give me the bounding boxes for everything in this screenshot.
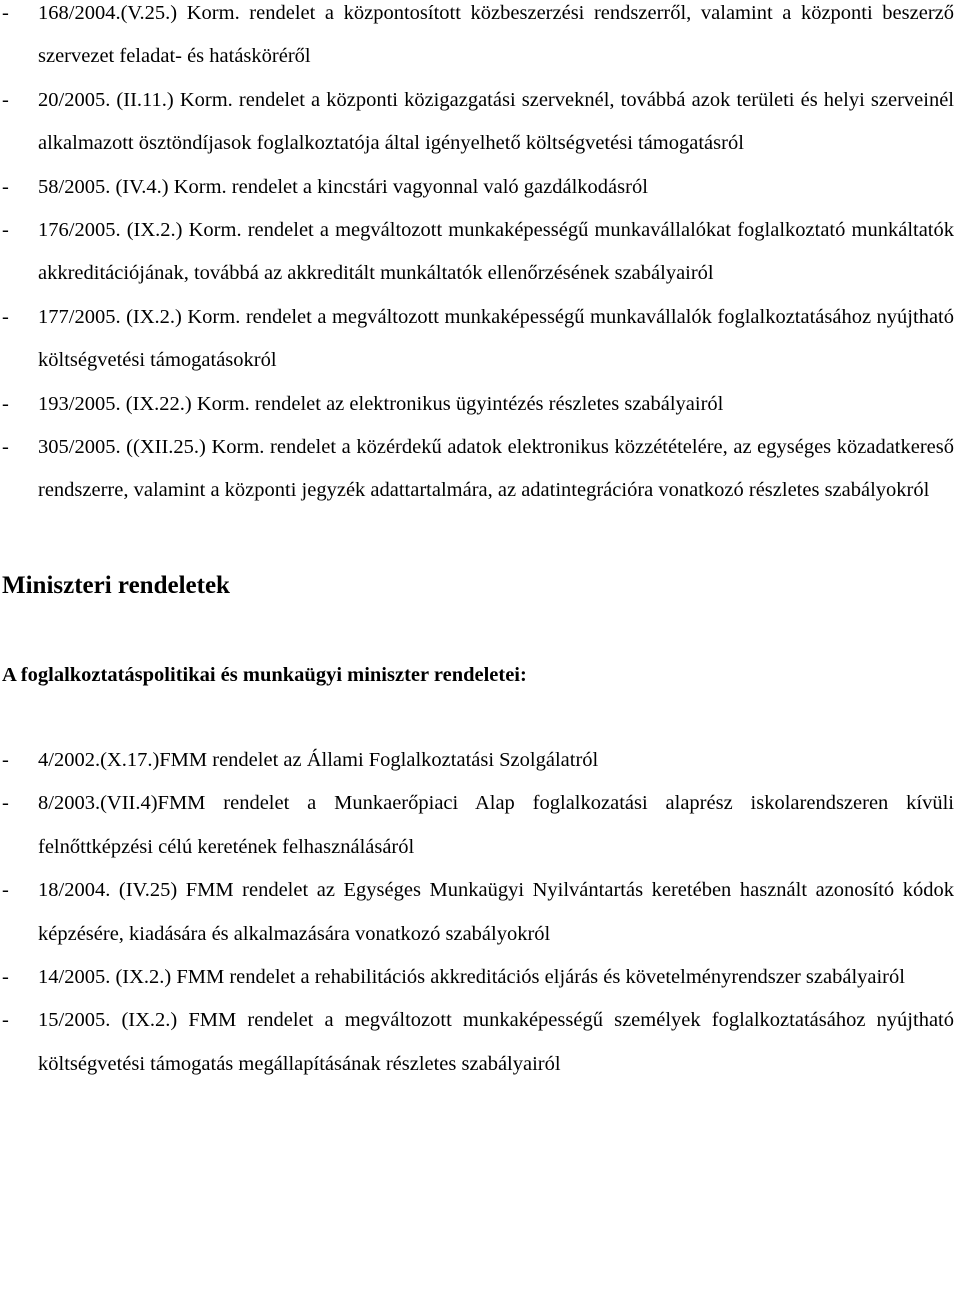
list-item: - 176/2005. (IX.2.) Korm. rendelet a megváltozott munkaképességű munkavállalókat foglalkoztató munkáltatók akkreditációjának, továbbá az akkreditált munkáltatók ellenőrzésének szabályairól [2, 209, 954, 296]
list-item: - 168/2004.(V.25.) Korm. rendelet a központosított közbeszerzési rendszerről, valamint a központi beszerző szervezet feladat- és hatásköréről [2, 0, 954, 79]
list-item: - 18/2004. (IV.25) FMM rendelet az Egységes Munkaügyi Nyilvántartás keretében használt azonosító kódok képzésére, kiadására és alkalmazására vonatkozó szabályokról [2, 869, 954, 956]
list-item: - 4/2002.(X.17.)FMM rendelet az Állami Foglalkoztatási Szolgálatról [2, 739, 954, 782]
list-item: - 305/2005. ((XII.25.) Korm. rendelet a közérdekű adatok elektronikus közzétételére, az egységes közadatkereső rendszerre, valamint a központi jegyzék adattartalmára, az adatintegrációra vonatkozó részletes szabályokról [2, 426, 954, 513]
list-item: - 20/2005. (II.11.) Korm. rendelet a központi közigazgatási szerveknél, továbbá azok területi és helyi szerveinél alkalmazott ösztöndíjasok foglalkoztatója által igényelhető költségvetési támogatásról [2, 79, 954, 166]
regulation-list-bottom [2, 739, 954, 1086]
list-item: - 193/2005. (IX.22.) Korm. rendelet az elektronikus ügyintézés részletes szabályairól [2, 383, 954, 426]
regulation-list-top [2, 0, 954, 513]
list-item: - 177/2005. (IX.2.) Korm. rendelet a megváltozott munkaképességű munkavállalók foglalkoztatásához nyújtható költségvetési támogatásokról [2, 296, 954, 383]
list-item: - 8/2003.(VII.4)FMM rendelet a Munkaerőpiaci Alap foglalkozatási alaprész iskolarendszeren kívüli felnőttképzési célú keretének felhasználásáról [2, 782, 954, 869]
list-item: - 14/2005. (IX.2.) FMM rendelet a rehabilitációs akkreditációs eljárás és követelményrendszer szabályairól [2, 956, 954, 999]
sub-heading: A foglalkoztatáspolitikai és munkaügyi miniszter rendeletei: [2, 663, 527, 686]
section-heading: Miniszteri rendeletek [2, 571, 230, 599]
list-item: - 15/2005. (IX.2.) FMM rendelet a megváltozott munkaképességű személyek foglalkoztatásához nyújtható költségvetési támogatás megállapításának részletes szabályairól [2, 999, 954, 1086]
list-item: - 58/2005. (IV.4.) Korm. rendelet a kincstári vagyonnal való gazdálkodásról [2, 166, 954, 209]
